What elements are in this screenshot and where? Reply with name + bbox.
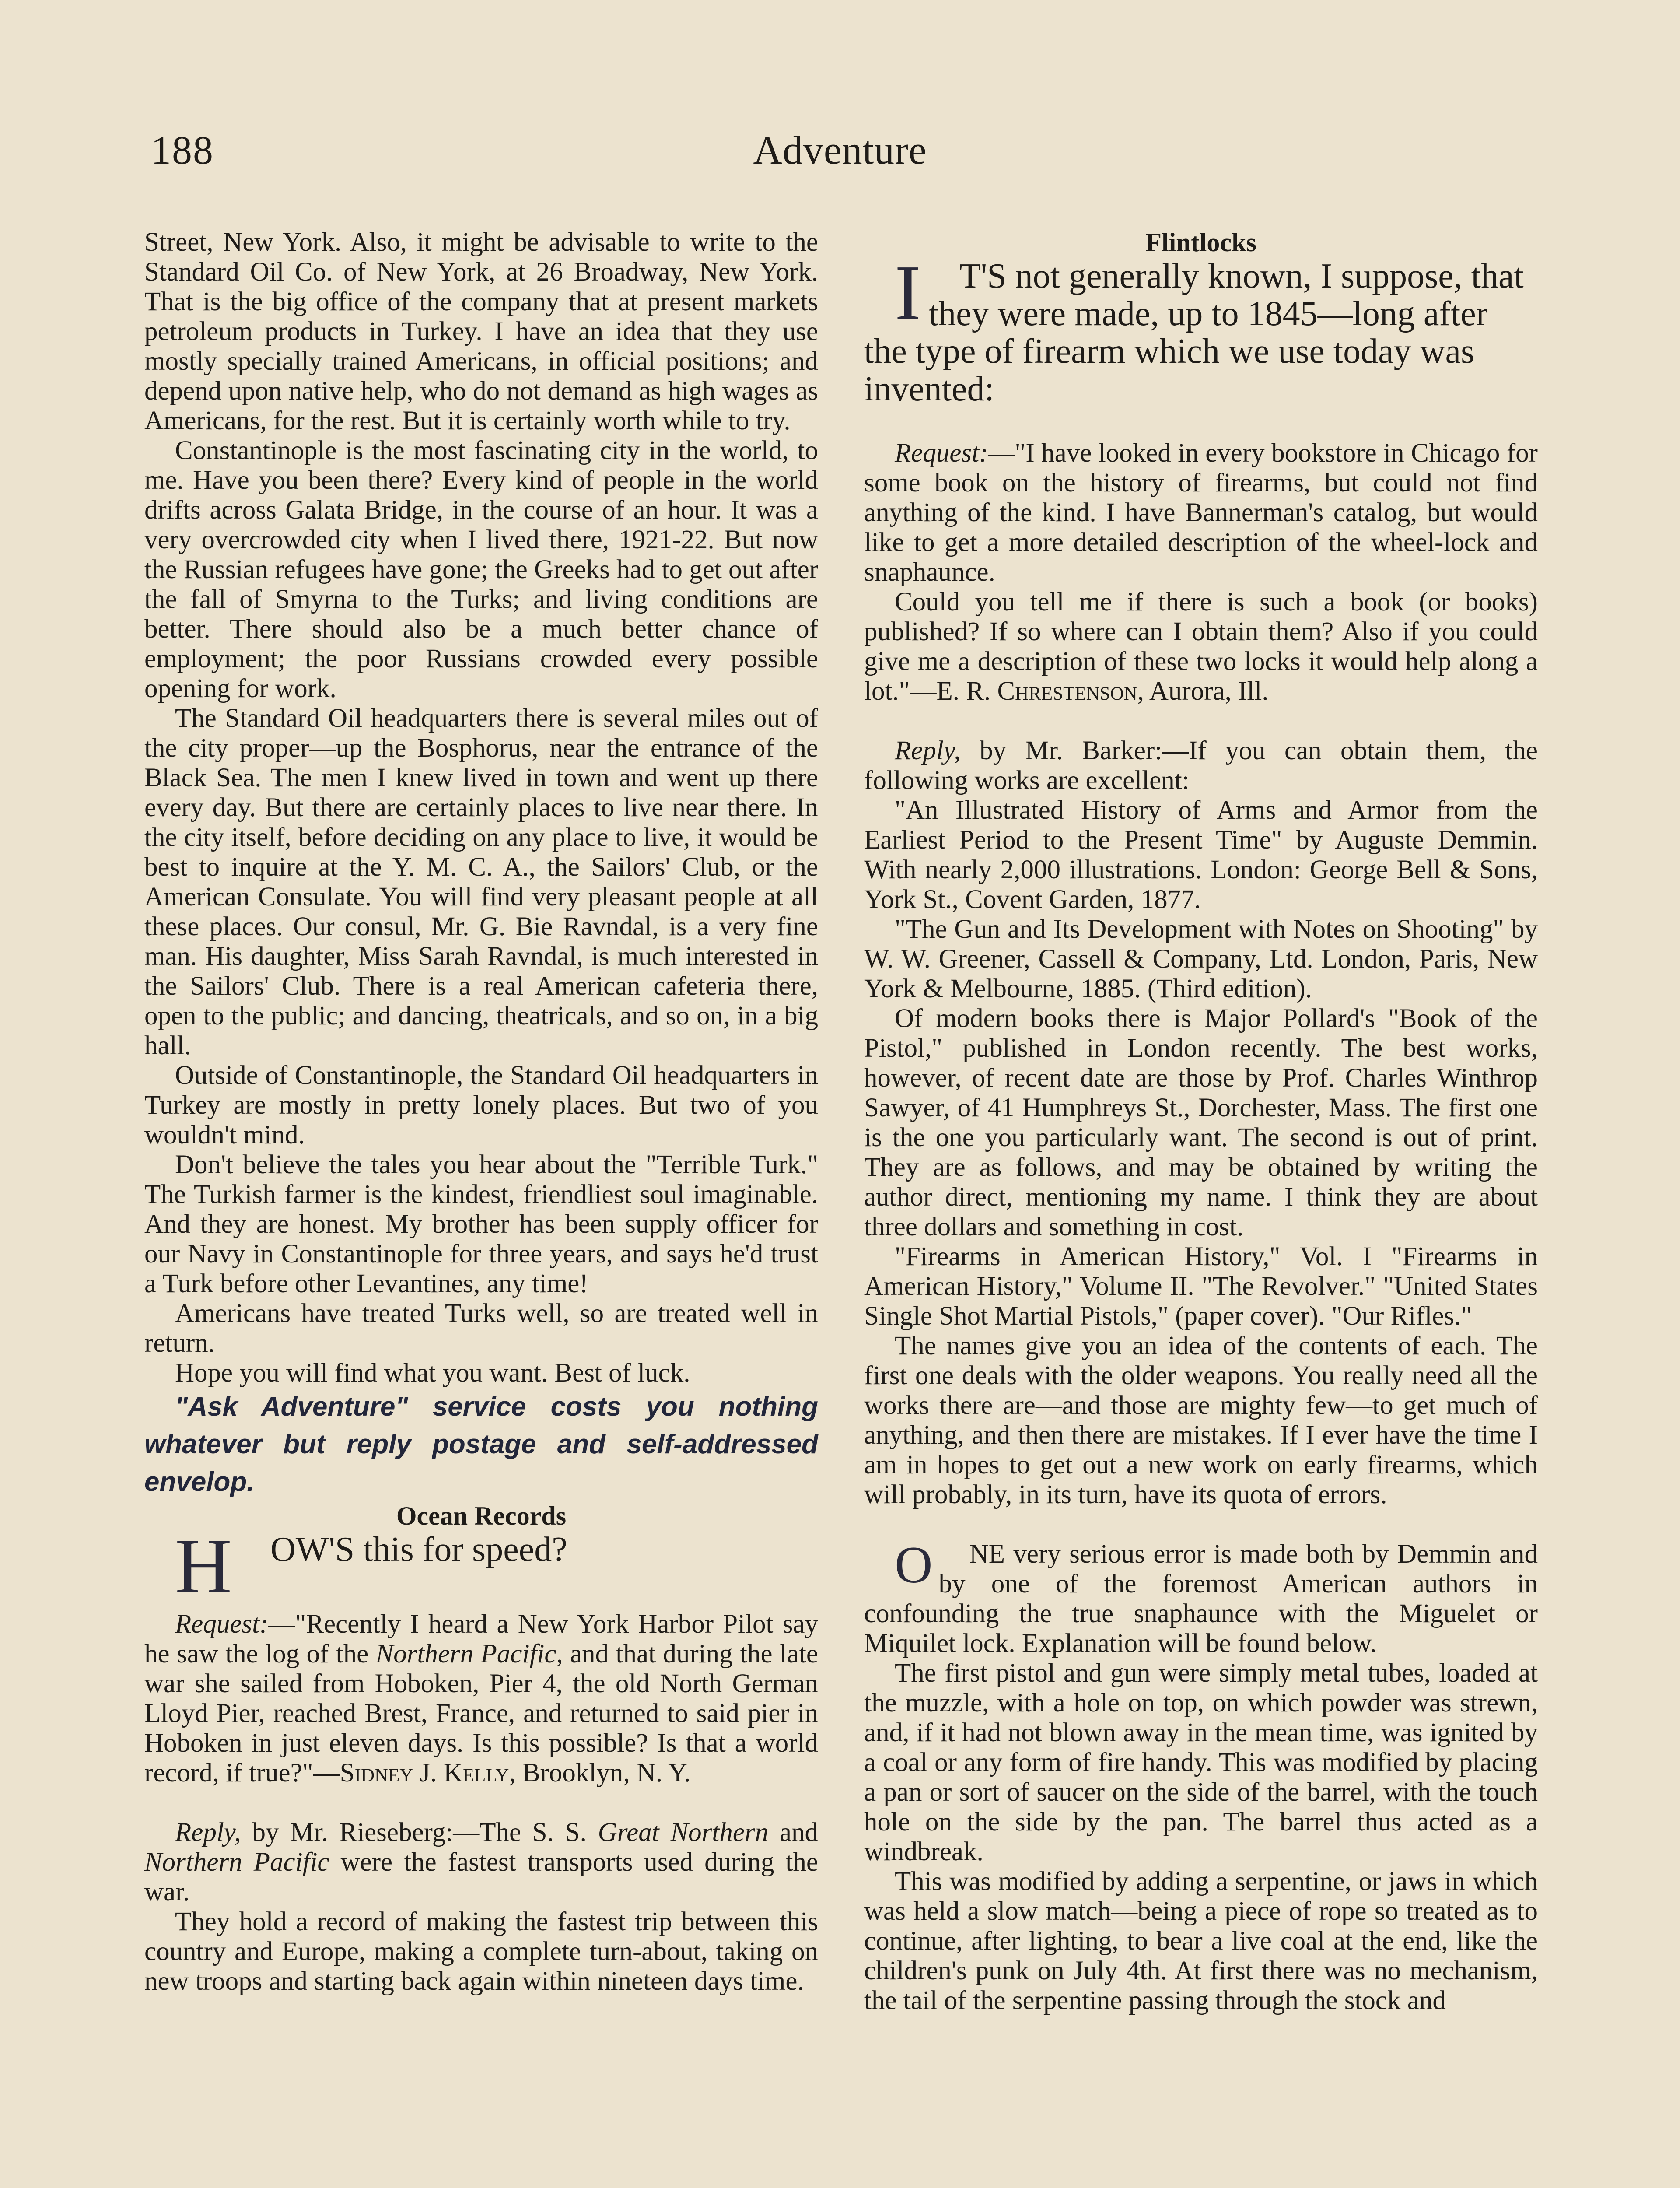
flintlocks-lead xyxy=(864,249,1538,408)
paragraph: This was modified by adding a serpentine, or jaws in which was held a slow match—being a piece of rope so treated as to continue, after lighting, to bear a live coal at the end, like the children's punk on July 4th. At first there was no mechanism, the tail of the serpentine passing through the stock and xyxy=(864,1867,1538,2015)
right-column xyxy=(864,228,1538,2016)
requester-place: , Brooklyn, N. Y. xyxy=(509,1758,691,1788)
lead-text: T'S not generally known, I suppose, that they were made, up to 1845—long after the type of firearm which we use today was invented: xyxy=(864,257,1524,408)
reply-text: were the fastest transports used during the war. xyxy=(144,1848,818,1907)
request-text: Could you tell me if there is such a book (or books) published? If so where can I obtain them? Also if you could give me a description of these two locks it would help along a lot."—E. R. xyxy=(864,587,1538,706)
book-entry: "The Gun and Its Development with Notes on Shooting" by W. W. Greener, Cassell & Company, Ltd. London, Paris, New York & Melbourne, 1885. (Third edition). xyxy=(864,915,1538,1003)
request-text: —"I have looked in every bookstore in Chicago for some book on the history of firearms, but could not find anything of the kind. I have Bannerman's catalog, but would like to get a more detailed description of the wheel-lock and snaphaunce. xyxy=(864,438,1538,587)
magazine-title: Adventure xyxy=(753,128,927,172)
reply-text: and xyxy=(768,1818,818,1847)
service-notice: "Ask Adventure" service costs you nothing whatever but reply postage and self-addressed envelop. xyxy=(144,1392,818,1497)
ship-name: Northern Pacific, xyxy=(375,1639,563,1669)
flintlocks-request xyxy=(864,438,1538,587)
paragraph: Don't believe the tales you hear about the "Terrible Turk." The Turkish farmer is the kindest, friendliest soul imaginable. And they are honest. My brother has been supply officer for our Navy in Constantinople for three years, and says he'd trust a Turk before other Levantines, any time! xyxy=(144,1150,818,1298)
request-text: —"Recently I heard a New York Harbor Pilot say he saw the log of the xyxy=(144,1609,818,1669)
drop-cap: H xyxy=(175,1522,232,1609)
section-title-ocean-records: Ocean Records xyxy=(396,1501,567,1530)
request-label: Request: xyxy=(895,438,988,468)
ship-name: Northern Pacific xyxy=(144,1848,329,1877)
reply-text: by Mr. Barker:—If you can obtain them, the following works are excellent: xyxy=(864,736,1538,795)
drop-cap: I xyxy=(895,249,921,336)
request-label: Request: xyxy=(175,1609,269,1639)
paragraph: Of modern books there is Major Pollard's "Book of the Pistol," published in London recently. The best works, however, of recent date are those by Prof. Charles Winthrop Sawyer, of 41 Humphreys St., Dorchester, Mass. The first one is the one you particularly want. The second is out of print. They are as follows, and may be obtained by writing the author direct, mentioning my name. I think they are about three dollars and something in cost. xyxy=(864,1004,1538,1241)
left-column xyxy=(144,228,818,1996)
requester-name: Chrestenson xyxy=(997,677,1138,706)
reply-label: Reply, xyxy=(175,1818,241,1847)
paragraph: Hope you will find what you want. Best of luck. xyxy=(175,1358,690,1388)
paragraph: Americans have treated Turks well, so are treated well in return. xyxy=(144,1299,818,1358)
request-text: and that during the late war she sailed from Hoboken, Pier 4, the old North German Lloyd Pier, reached Brest, France, and returned to said pier in Hoboken in just eleven days. Is this possible? Is that a world record, if true?"— xyxy=(144,1639,819,1788)
drop-cap: O xyxy=(895,1536,933,1594)
section-title-flintlocks: Flintlocks xyxy=(1145,228,1256,257)
one-lead xyxy=(864,1536,1538,1659)
paragraph: Street, New York. Also, it might be advisable to write to the Standard Oil Co. of New York, at 26 Broadway, New York. That is the big office of the company that at present markets petroleum products in Turkey. I have an idea that they use mostly specially trained Americans, in official positions; and depend upon native help, who do not demand as high wages as Americans, for the rest. But it is certainly worth while to try. xyxy=(144,228,818,435)
lead-text: NE very serious error is made both by Demmin and by one of the foremost American authors in confounding the true snaphaunce with the Miguelet or Miquilet lock. Explanation will be found below. xyxy=(864,1539,1538,1658)
lead-text: OW'S this for speed? xyxy=(270,1530,567,1569)
flintlocks-request-cont xyxy=(864,587,1538,706)
paragraph: The Standard Oil headquarters there is several miles out of the city proper—up the Bosphorus, near the entrance of the Black Sea. The men I knew lived in town and went up there every day. But there are certainly places to live near there. In the city itself, before deciding on any place to live, it would be best to inquire at the Y. M. C. A., the Sailors' Club, or the American Consulate. You will find very pleasant people at all these places. Our consul, Mr. G. Bie Ravndal, is a very fine man. His daughter, Miss Sarah Ravndal, is much interested in the Sailors' Club. There is a real American cafeteria there, open to the public; and dancing, theatricals, and so on, in a big hall. xyxy=(144,704,818,1060)
ship-name: Great Northern xyxy=(598,1818,769,1847)
requester-name: Sidney J. Kelly xyxy=(340,1758,509,1788)
reply-text: by Mr. Rieseberg:—The S. S. xyxy=(241,1818,598,1847)
paragraph: Outside of Constantinople, the Standard Oil headquarters in Turkey are mostly in pretty lonely places. But two of you wouldn't mind. xyxy=(144,1061,818,1150)
paragraph: "Firearms in American History," Vol. I "Firearms in American History," Volume II. "The Revolver." "United States Single Shot Martial Pistols," (paper cover). "Our Rifles." xyxy=(864,1242,1538,1331)
reply-label: Reply, xyxy=(895,736,961,765)
ocean-request xyxy=(144,1609,818,1788)
paragraph: Constantinople is the most fascinating city in the world, to me. Have you been there? Every kind of people in the world drifts across Galata Bridge, in the course of an hour. It was a very overcrowded city when I lived there, 1921-22. But now the Russian refugees have gone; the Greeks had to get out after the fall of Smyrna to the Turks; and living conditions are better. There should also be a much better chance of employment; the poor Russians crowded every possible opening for work. xyxy=(144,436,818,703)
page-number: 188 xyxy=(151,128,214,172)
paragraph: The first pistol and gun were simply metal tubes, loaded at the muzzle, with a hole on top, on which powder was strewn, and, if it had not blown away in the mean time, was ignited by a coal or any form of fire handy. This was modified by placing a pan or sort of saucer on the side of the barrel, with the touch hole on the side by the pan. The barrel thus acted as a windbreak. xyxy=(864,1659,1538,1866)
paragraph: The names give you an idea of the contents of each. The first one deals with the older weapons. You really need all the works there are—and those are mighty few—to get much of anything, and then there are mistakes. If I ever have the time I am in hopes to get out a new work on early firearms, which will probably, in its turn, have its quota of errors. xyxy=(864,1331,1538,1509)
flintlocks-reply xyxy=(864,736,1538,796)
ocean-reply xyxy=(144,1818,818,1907)
requester-place: , Aurora, Ill. xyxy=(1137,677,1269,706)
paragraph: They hold a record of making the fastest trip between this country and Europe, making a complete turn-about, taking on new troops and starting back again within nineteen days time. xyxy=(144,1907,818,1996)
book-entry: "An Illustrated History of Arms and Armor from the Earliest Period to the Present Time" by Auguste Demmin. With nearly 2,000 illustrations. London: George Bell & Sons, York St., Covent Garden, 1877. xyxy=(864,796,1538,914)
ocean-lead xyxy=(144,1522,818,1609)
